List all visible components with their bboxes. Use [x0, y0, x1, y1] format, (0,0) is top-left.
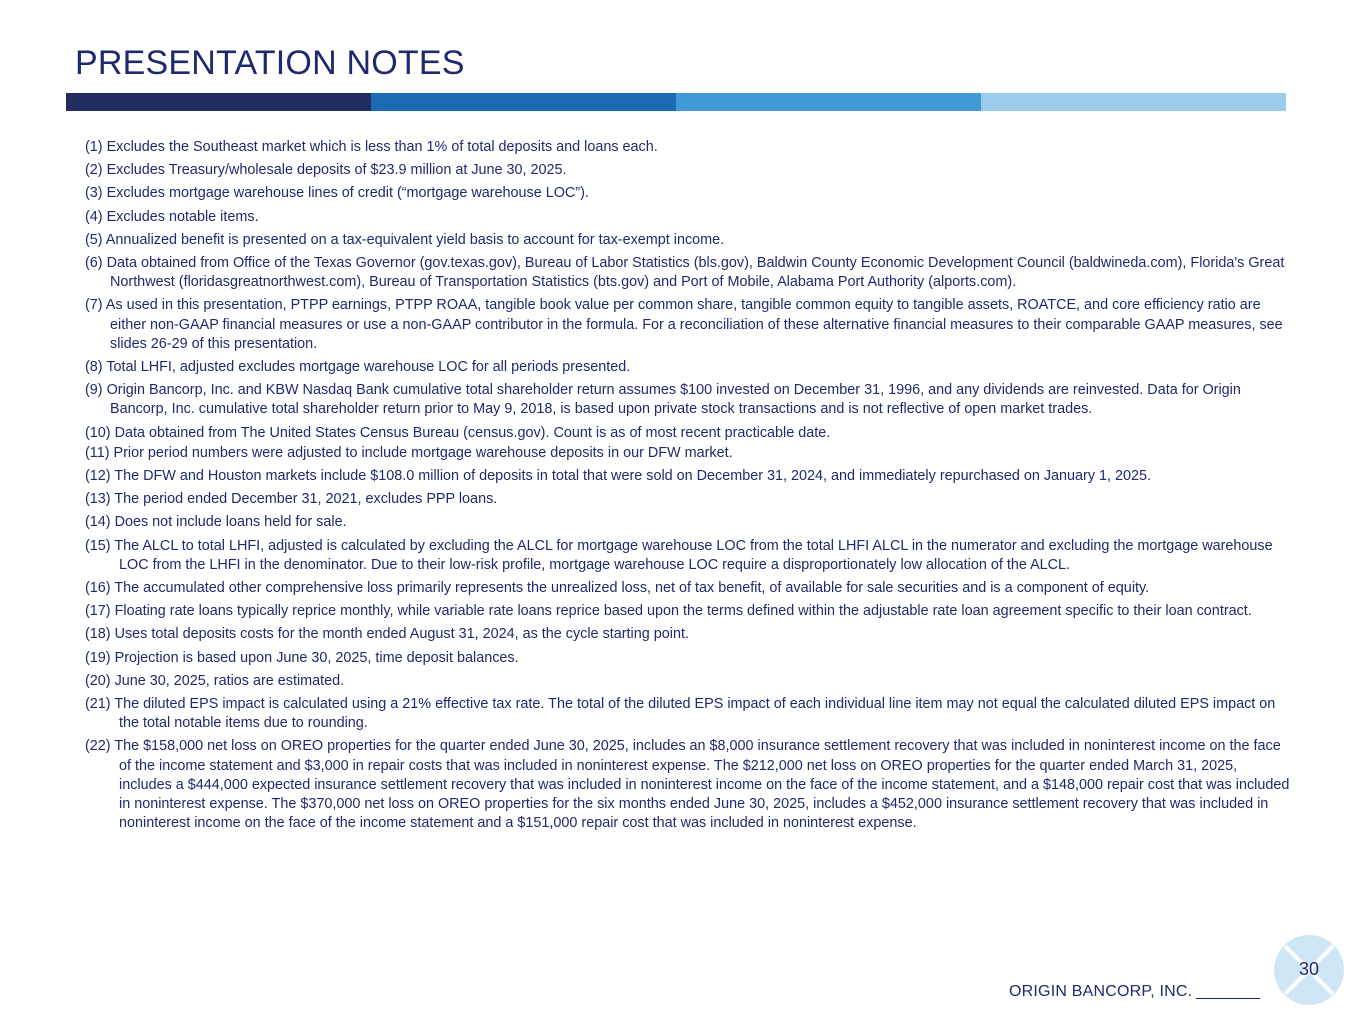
company-name: ORIGIN BANCORP, INC. [1009, 983, 1193, 1000]
footer-company-name [1009, 983, 1260, 1001]
note-item: (22) The $158,000 net loss on OREO properties for the quarter ended June 30, 2025, includes an $8,000 insurance settlement recovery that was included in noninterest income on the face of the income statement and $3,000 in repair costs that was included in noninterest expense. The $212,000 net loss on OREO properties for the quarter ended March 31, 2025, includes a $444,000 expected insurance settlement recovery that was included in noninterest income on the face of the income statement, and a $148,000 repair cost that was included in noninterest expense. The $370,000 net loss on OREO properties for the six months ended June 30, 2025, includes a $452,000 insurance settlement recovery that was included in noninterest income on the face of the income statement and a $151,000 repair cost that was included in noninterest expense. [85, 738, 1290, 832]
presentation-notes-list [85, 138, 1290, 838]
note-item: (10) Data obtained from The United States Census Bureau (census.gov). Count is as of most recent practicable date. [85, 424, 831, 441]
footer-rule [1196, 998, 1260, 999]
note-item: (11) Prior period numbers were adjusted to include mortgage warehouse deposits in our DFW market. [85, 444, 733, 461]
band-segment-2 [371, 93, 676, 111]
note-item: (5) Annualized benefit is presented on a tax-equivalent yield basis to account for tax-exempt income. [85, 231, 725, 248]
note-item: (13) The period ended December 31, 2021, excludes PPP loans. [85, 491, 498, 508]
note-item: (19) Projection is based upon June 30, 2025, time deposit balances. [85, 649, 519, 666]
page-number-badge [1273, 934, 1345, 1006]
band-segment-3 [676, 93, 981, 111]
note-item: (3) Excludes mortgage warehouse lines of credit (“mortgage warehouse LOC”). [85, 185, 589, 202]
note-item: (18) Uses total deposits costs for the month ended August 31, 2024, as the cycle starting point. [85, 626, 689, 643]
page-number: 30 [1298, 959, 1320, 979]
note-item: (21) The diluted EPS impact is calculated using a 21% effective tax rate. The total of the diluted EPS impact of each individual line item may not equal the calculated diluted EPS impact on the total notable items due to rounding. [85, 696, 1276, 732]
band-segment-4 [981, 93, 1286, 111]
header-color-band [66, 93, 1286, 111]
note-item: (15) The ALCL to total LHFI, adjusted is calculated by excluding the ALCL for mortgage warehouse LOC from the total LHFI ALCL in the numerator and excluding the mortgage warehouse LOC from the LHFI in the denominator. Due to their low-risk profile, mortgage warehouse LOC require a disproportionately low allocation of the ALCL. [85, 537, 1273, 573]
note-item: (2) Excludes Treasury/wholesale deposits of $23.9 million at June 30, 2025. [85, 162, 567, 179]
note-item: (6) Data obtained from Office of the Texas Governor (gov.texas.gov), Bureau of Labor Statistics (bls.gov), Baldwin County Economic Development Council (baldwineda.com), Florida's Great Northwest (floridasgreatnorthwest.com), Bureau of Transportation Statistics (bts.gov) and Port of Mobile, Alabama Port Authority (alports.com). [85, 255, 1285, 291]
note-item: (7) As used in this presentation, PTPP earnings, PTPP ROAA, tangible book value per common share, tangible common equity to tangible assets, ROATCE, and core efficiency ratio are either non-GAAP financial measures or use a non-GAAP contributor in the formula. For a reconciliation of these alternative financial measures to their comparable GAAP measures, see slides 26-29 of this presentation. [85, 297, 1283, 352]
band-segment-1 [66, 93, 371, 111]
note-item: (20) June 30, 2025, ratios are estimated. [85, 672, 345, 689]
note-item: (14) Does not include loans held for sale. [85, 514, 347, 531]
note-item: (4) Excludes notable items. [85, 208, 259, 225]
note-item: (9) Origin Bancorp, Inc. and KBW Nasdaq Bank cumulative total shareholder return assumes $100 invested on December 31, 1996, and any dividends are reinvested. Data for Origin Bancorp, Inc. cumulative total shareholder return prior to May 9, 2018, is based upon private stock transactions and is not reflective of open market trades. [85, 382, 1241, 418]
note-item: (1) Excludes the Southeast market which is less than 1% of total deposits and loans each. [85, 139, 658, 155]
note-item: (8) Total LHFI, adjusted excludes mortgage warehouse LOC for all periods presented. [85, 359, 631, 376]
page-title: PRESENTATION NOTES [75, 44, 465, 82]
note-item: (12) The DFW and Houston markets include $108.0 million of deposits in total that were sold on December 31, 2024, and immediately repurchased on January 1, 2025. [85, 468, 1152, 485]
note-item: (17) Floating rate loans typically reprice monthly, while variable rate loans reprice based upon the terms defined within the adjustable rate loan agreement specific to their loan contract. [85, 603, 1252, 620]
note-item: (16) The accumulated other comprehensive loss primarily represents the unrealized loss, net of tax benefit, of available for sale securities and is a component of equity. [85, 580, 1150, 597]
